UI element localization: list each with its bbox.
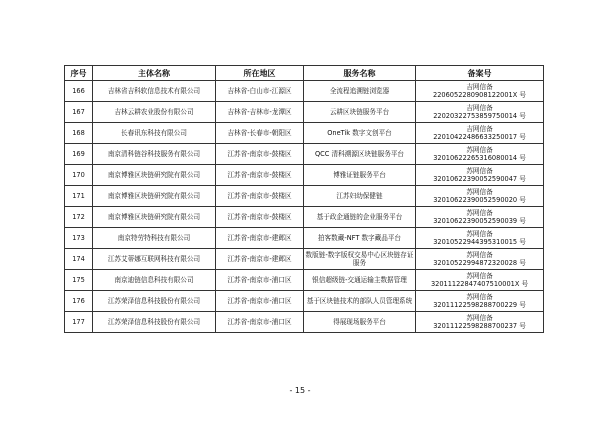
- cell-no: 177: [65, 312, 93, 333]
- cell-region: 江苏省-南京市-鼓楼区: [216, 207, 304, 228]
- cell-region: 江苏省-南京市-建邺区: [216, 249, 304, 270]
- cell-subject: 南京特劳特科技有限公司: [93, 228, 216, 249]
- cell-no: 169: [65, 144, 93, 165]
- table-row: [65, 102, 544, 123]
- cell-record: [416, 270, 544, 291]
- record-org: 苏网信备: [466, 229, 493, 238]
- record-org: 苏网信备: [466, 145, 493, 154]
- table-row: [65, 312, 544, 333]
- record-org: 苏网信备: [466, 166, 493, 175]
- table-row: [65, 249, 544, 270]
- cell-record: [416, 81, 544, 102]
- registry-table: [64, 65, 544, 333]
- cell-subject: 江苏荣泽信息科技股份有限公司: [93, 291, 216, 312]
- cell-service: 银信超级链-交通运输主数据管理: [304, 270, 416, 291]
- cell-no: 170: [65, 165, 93, 186]
- cell-subject: 南京迪链信息科技有限公司: [93, 270, 216, 291]
- record-number: 22060522809081220​01X 号: [433, 91, 526, 99]
- record-number: 22020322753859750014 号: [433, 112, 526, 120]
- cell-no: 173: [65, 228, 93, 249]
- cell-no: 168: [65, 123, 93, 144]
- cell-subject: 长春讯东科技有限公司: [93, 123, 216, 144]
- cell-subject: 南京博雅区块链研究院有限公司: [93, 207, 216, 228]
- record-number: 32010522944395310015 号: [433, 238, 526, 246]
- record-org: 苏网信备: [466, 313, 493, 322]
- cell-record: [416, 228, 544, 249]
- page-number: - 15 -: [289, 386, 311, 395]
- record-number: 32011122847407510001X 号: [430, 280, 529, 288]
- cell-service: OneTik 数字文创平台: [304, 123, 416, 144]
- cell-subject: 吉林云耕农业股份有限公司: [93, 102, 216, 123]
- table-row: [65, 144, 544, 165]
- record-org: 苏网信备: [466, 187, 493, 196]
- table-row: [65, 228, 544, 249]
- cell-record: [416, 291, 544, 312]
- header-no: 序号: [65, 66, 93, 81]
- cell-region: 江苏省-南京市-鼓楼区: [216, 186, 304, 207]
- cell-subject: 南京博雅区块链研究院有限公司: [93, 186, 216, 207]
- record-org: 苏网信备: [466, 292, 493, 301]
- cell-service: 全流程追溯链浏览器: [304, 81, 416, 102]
- table-row: [65, 165, 544, 186]
- record-number: 22010422486633250017 号: [433, 133, 526, 141]
- cell-no: 167: [65, 102, 93, 123]
- header-region: 所在地区: [216, 66, 304, 81]
- table-header-row: [65, 66, 544, 81]
- record-number: 32010622265316080014 号: [433, 154, 526, 162]
- cell-region: 吉林省-长春市-朝阳区: [216, 123, 304, 144]
- cell-record: [416, 249, 544, 270]
- record-org: 苏网信备: [466, 208, 493, 217]
- cell-region: 江苏省-南京市-鼓楼区: [216, 165, 304, 186]
- cell-no: 166: [65, 81, 93, 102]
- header-subject: 主体名称: [93, 66, 216, 81]
- cell-record: [416, 123, 544, 144]
- cell-record: [416, 165, 544, 186]
- header-service: 服务名称: [304, 66, 416, 81]
- cell-record: [416, 144, 544, 165]
- cell-no: 171: [65, 186, 93, 207]
- cell-record: [416, 207, 544, 228]
- record-org: 苏网信备: [466, 250, 493, 259]
- record-org: 苏网信备: [466, 271, 493, 280]
- cell-region: 江苏省-南京市-浦口区: [216, 291, 304, 312]
- table-row: [65, 291, 544, 312]
- cell-service: QCC 清科溯源区块链服务平台: [304, 144, 416, 165]
- cell-service: 得展现场服务平台: [304, 312, 416, 333]
- record-number: 32010622390052590047 号: [433, 175, 526, 183]
- cell-service: 数版链-数字版权交易中心区块链存证服务: [304, 249, 416, 270]
- cell-service: 基于政企通链的企业服务平台: [304, 207, 416, 228]
- cell-service: 博雅证链服务平台: [304, 165, 416, 186]
- header-record: 备案号: [416, 66, 544, 81]
- cell-service: 拍客数藏-NFT 数字藏品平台: [304, 228, 416, 249]
- cell-subject: 南京清科链谷科技服务有限公司: [93, 144, 216, 165]
- record-number: 32011122598288700229 号: [433, 301, 526, 309]
- record-org: 吉网信备: [466, 124, 493, 133]
- record-number: 32010622390052590039 号: [433, 217, 526, 225]
- record-number: 32010622390052590020 号: [433, 196, 526, 204]
- record-number: 32011122598288700237 号: [433, 322, 526, 330]
- cell-no: 175: [65, 270, 93, 291]
- record-number: 32010522994872320028 号: [433, 259, 526, 267]
- cell-subject: 江苏艾蒂娜互联网科技有限公司: [93, 249, 216, 270]
- table-row: [65, 123, 544, 144]
- cell-subject: 吉林省吉科软信息技术有限公司: [93, 81, 216, 102]
- cell-no: 176: [65, 291, 93, 312]
- cell-service: 江苏妇幼保健链: [304, 186, 416, 207]
- cell-region: 江苏省-南京市-浦口区: [216, 312, 304, 333]
- cell-region: 江苏省-南京市-鼓楼区: [216, 144, 304, 165]
- cell-subject: 南京博雅区块链研究院有限公司: [93, 165, 216, 186]
- table-row: [65, 207, 544, 228]
- cell-subject: 江苏荣泽信息科技股份有限公司: [93, 312, 216, 333]
- table-row: [65, 270, 544, 291]
- cell-service: 云耕区块链服务平台: [304, 102, 416, 123]
- record-org: 吉网信备: [466, 103, 493, 112]
- cell-record: [416, 312, 544, 333]
- cell-record: [416, 102, 544, 123]
- cell-region: 江苏省-南京市-建邺区: [216, 228, 304, 249]
- cell-region: 吉林省-吉林市-龙潭区: [216, 102, 304, 123]
- cell-record: [416, 186, 544, 207]
- table-row: [65, 81, 544, 102]
- cell-service: 基于区块链技术的部队人员管理系统: [304, 291, 416, 312]
- table-row: [65, 186, 544, 207]
- cell-no: 172: [65, 207, 93, 228]
- cell-region: 吉林省-白山市-江源区: [216, 81, 304, 102]
- cell-region: 江苏省-南京市-浦口区: [216, 270, 304, 291]
- cell-no: 174: [65, 249, 93, 270]
- record-org: 吉网信备: [466, 82, 493, 91]
